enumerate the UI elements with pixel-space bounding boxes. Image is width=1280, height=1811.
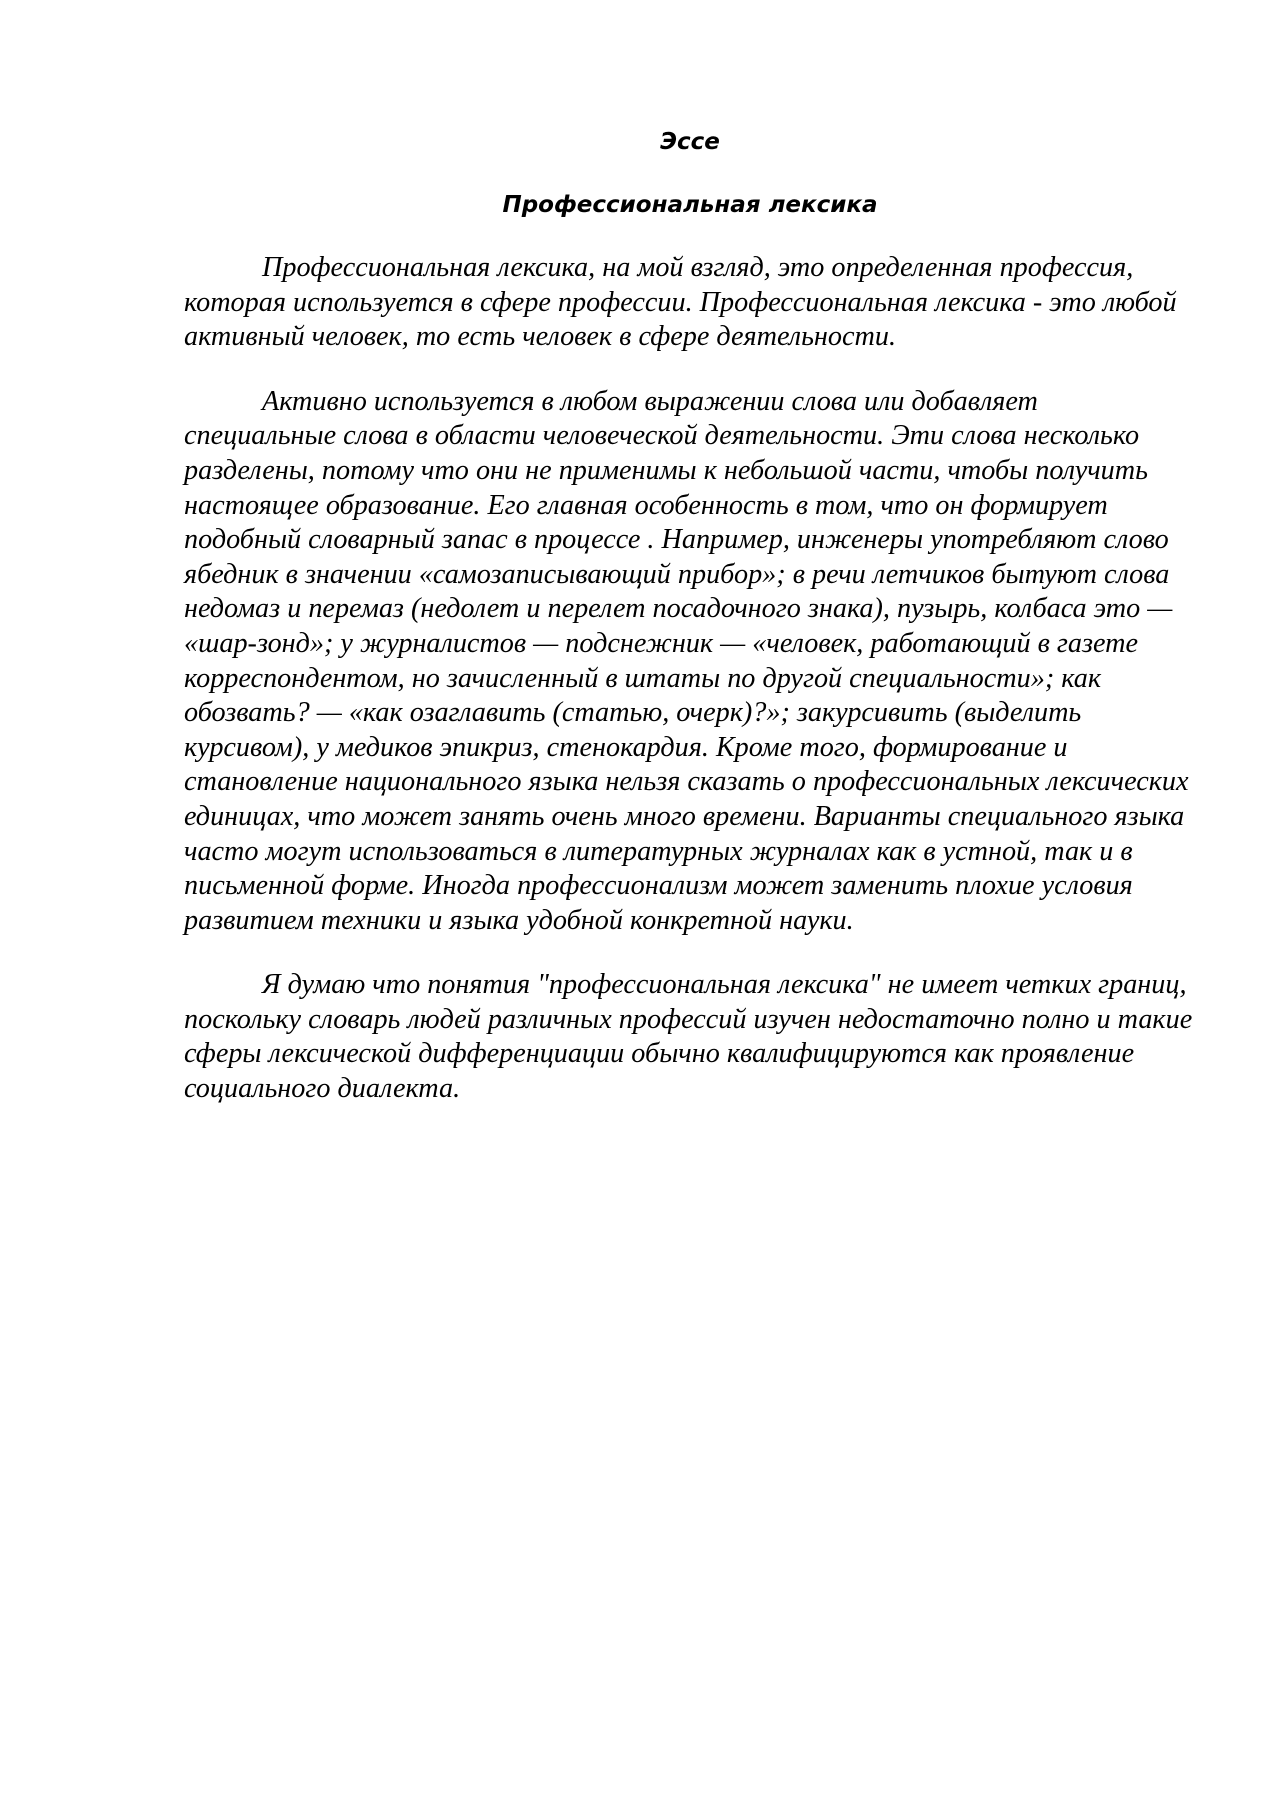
paragraph-1: Профессиональная лексика, на мой взгляд, это определенная профессия, которая используется в сфере профессии. Профессиональная лексика - это любой активный человек, то есть человек в сфере деятельности. bbox=[184, 252, 1177, 353]
document-title: Эссе bbox=[660, 129, 720, 155]
document-body bbox=[184, 251, 1194, 1137]
paragraph-2: Активно используется в любом выражении слова или добавляет специальные слова в области человеческой деятельности. Эти слова несколько разделены, потому что они не применимы к небольшой части, чтобы получить настоящее образование. Его главная особенность в том, что он формирует подобный словарный запас в процессе . Например, инженеры употребляют слово ябедник в значении «самозаписывающий прибор»; в речи летчиков бытуют слова недомаз и перемаз (недолет и перелет посадочного знака), пузырь, колбаса это — «шар-зонд»; у журналистов — подснежник — «человек, работающий в газете корреспондентом, но зачисленный в штаты по другой специальности»; как обозвать? — «как озаглавить (статью, очерк)?»; закурсивить (выделить курсивом), у медиков эпикриз, стенокардия. Кроме того, формирование и становление национального языка нельзя сказать о профессиональных лексических единицах, что может занять очень много времени. Варианты специального языка часто могут использоваться в литературных журналах как в устной, так и в письменной форме. Иногда профессионализм может заменить плохие условия развитием техники и языка удобной конкретной науки. bbox=[184, 385, 1189, 936]
paragraph-3: Я думаю что понятия "профессиональная лексика" не имеет четких границ, поскольку словарь людей различных профессий изучен недостаточно полно и такие сферы лексической дифференциации обычно квалифицируются как проявление социального диалекта. bbox=[184, 969, 1193, 1105]
document-subtitle: Профессиональная лексика bbox=[502, 192, 878, 218]
